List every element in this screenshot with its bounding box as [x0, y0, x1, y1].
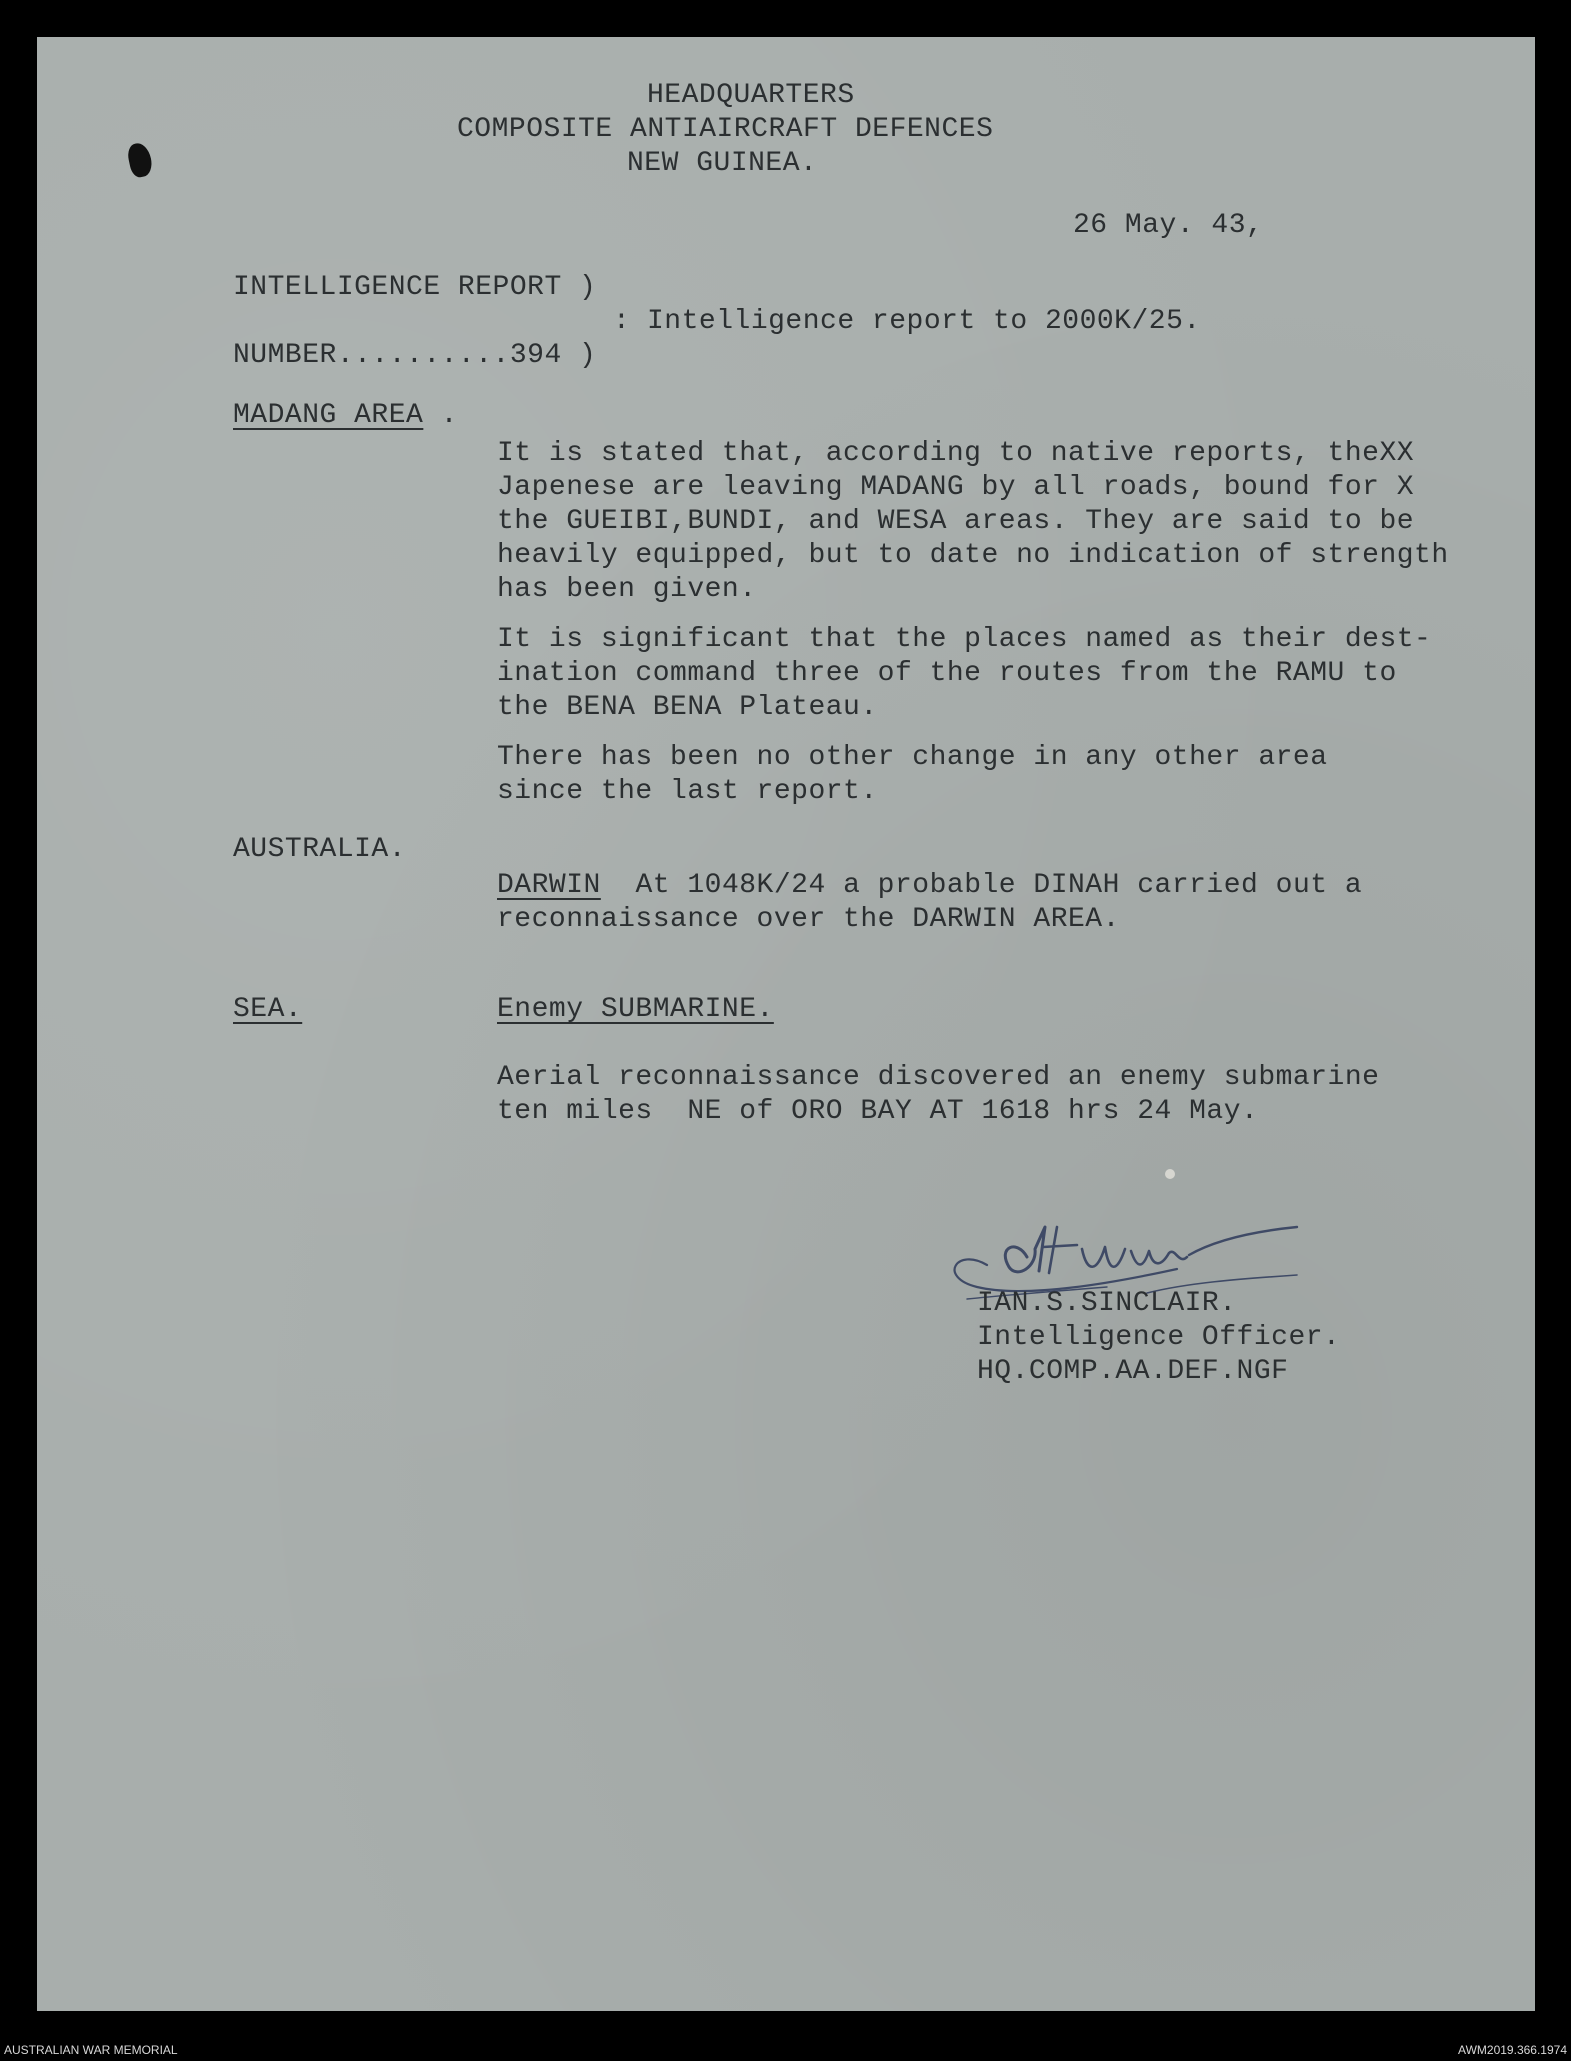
- sea-heading-text: SEA.: [233, 994, 303, 1025]
- sea-subheading: [497, 993, 774, 1027]
- madang-paragraph-3-line-1: There has been no other change in any other area: [497, 742, 1328, 773]
- sea-paragraph-line-1: Aerial reconnaissance discovered an enemy submarine: [497, 1062, 1380, 1093]
- madang-heading-suffix: .: [440, 400, 458, 431]
- letterhead-line-2: COMPOSITE ANTIAIRCRAFT DEFENCES: [457, 114, 994, 145]
- madang-paragraph-1-line-3: the GUEIBI,BUNDI, and WESA areas. They are said to be: [497, 506, 1415, 537]
- madang-paragraph-1-line-1: It is stated that, according to native reports, theXX: [497, 438, 1415, 469]
- footer-archive-name: AUSTRALIAN WAR MEMORIAL: [4, 2043, 178, 2057]
- signatory-unit: HQ.COMP.AA.DEF.NGF: [977, 1356, 1289, 1387]
- darwin-subheading: DARWIN: [497, 870, 601, 901]
- madang-paragraph-2-line-2: ination command three of the routes from the RAMU to: [497, 658, 1397, 689]
- report-label-line-1: INTELLIGENCE REPORT ): [233, 272, 597, 303]
- madang-paragraph-2-line-3: the BENA BENA Plateau.: [497, 692, 878, 723]
- signatory-title: Intelligence Officer.: [977, 1322, 1341, 1353]
- sea-section-heading: [233, 993, 302, 1027]
- australia-line-1-text: At 1048K/24 a probable DINAH carried out a: [635, 870, 1363, 901]
- australia-section-heading: AUSTRALIA.: [233, 834, 407, 865]
- punch-hole-mark: [126, 141, 155, 179]
- madang-paragraph-3-line-2: since the last report.: [497, 776, 878, 807]
- sea-paragraph-line-2: ten miles NE of ORO BAY AT 1618 hrs 24 May.: [497, 1096, 1259, 1127]
- madang-paragraph-2-line-1: It is significant that the places named as their dest-: [497, 624, 1432, 655]
- madang-paragraph-1-line-5: has been given.: [497, 574, 757, 605]
- document-date: 26 May. 43,: [1073, 210, 1264, 241]
- madang-paragraph-1-line-4: heavily equipped, but to date no indication of strength: [497, 540, 1449, 571]
- paper-speck: [1165, 1169, 1175, 1179]
- document-page: [37, 37, 1535, 2011]
- report-number-line: NUMBER..........394 ): [233, 340, 597, 371]
- madang-heading-text: MADANG AREA: [233, 400, 424, 431]
- madang-section-heading: [233, 399, 458, 433]
- signatory-name: IAN.S.SINCLAIR.: [977, 1288, 1237, 1319]
- report-subject: Intelligence report to 2000K/25.: [647, 306, 1201, 337]
- footer-catalogue-number: AWM2019.366.1974: [1458, 2043, 1567, 2057]
- letterhead-line-3: NEW GUINEA.: [627, 148, 818, 179]
- report-colon: :: [613, 306, 631, 337]
- submarine-subheading-text: Enemy SUBMARINE.: [497, 994, 774, 1025]
- australia-line-1: [497, 869, 1362, 903]
- madang-paragraph-1-line-2: Japenese are leaving MADANG by all roads, bound for X: [497, 472, 1415, 503]
- australia-line-2: reconnaissance over the DARWIN AREA.: [497, 904, 1120, 935]
- letterhead-line-1: HEADQUARTERS: [647, 80, 855, 111]
